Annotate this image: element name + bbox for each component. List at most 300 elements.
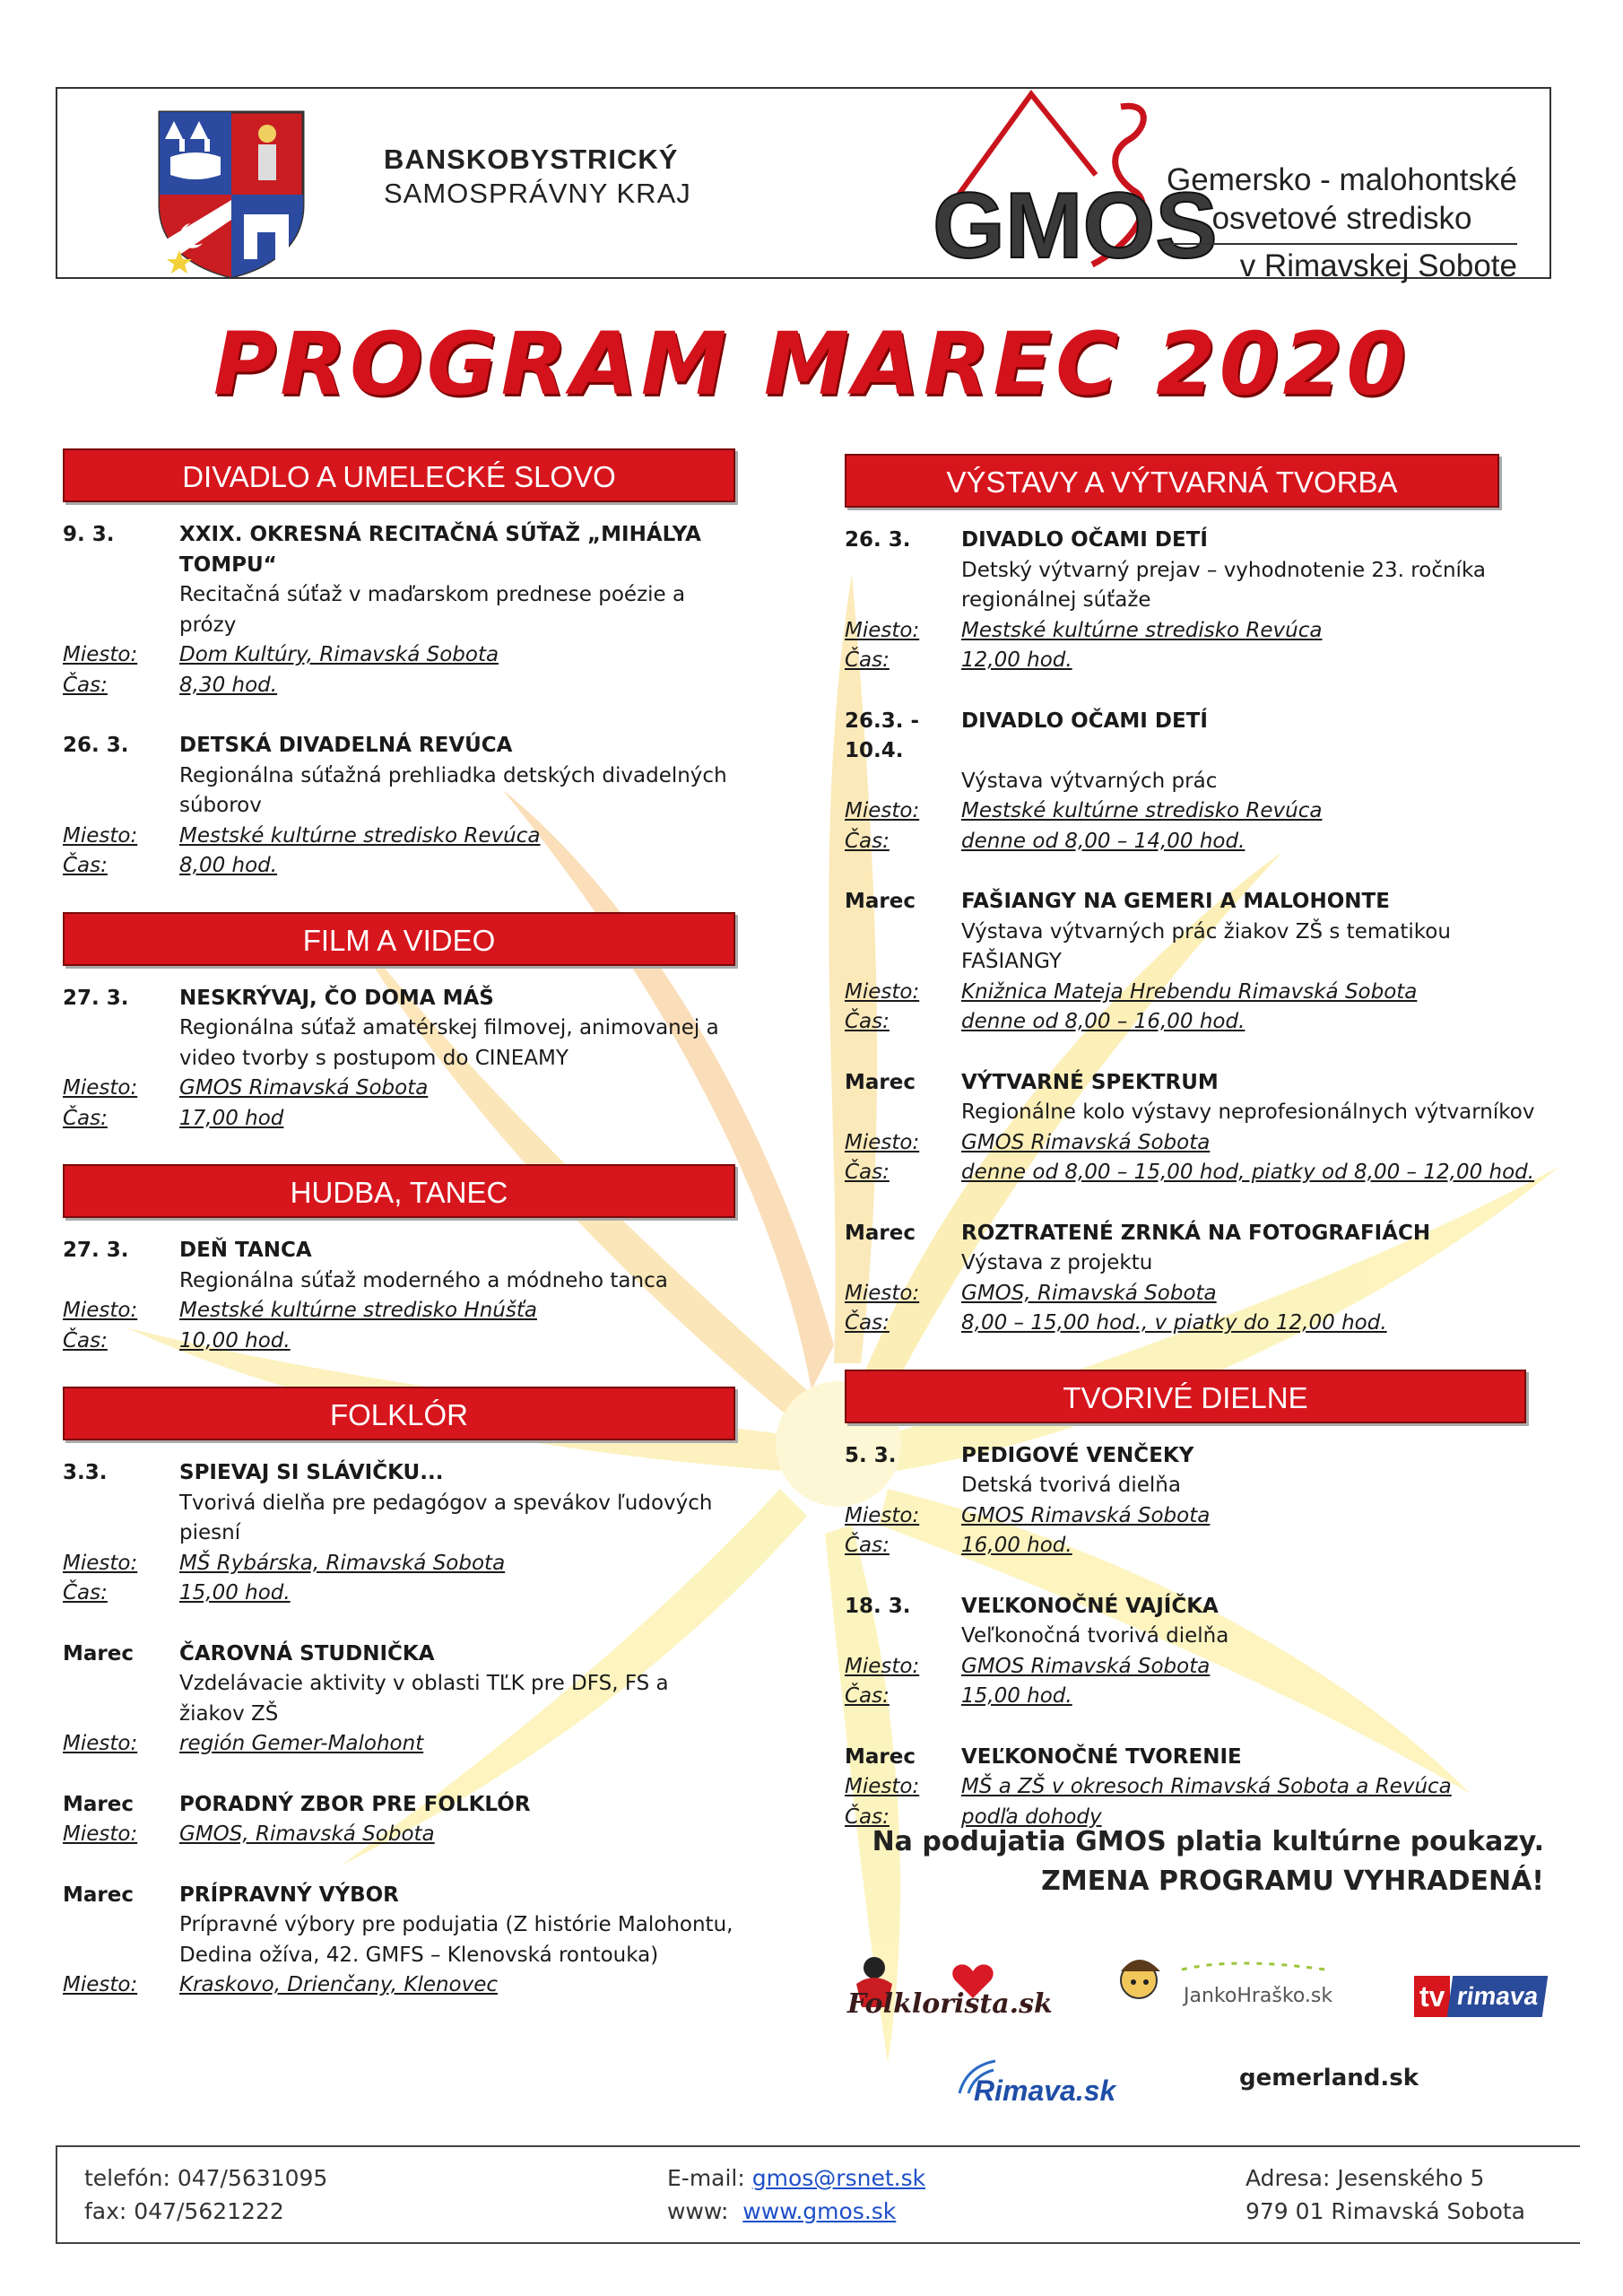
head-row [845,526,1544,556]
place-label [845,1501,961,1532]
event-title: SPIEVAJ SI SLÁVIČKU... [179,1461,444,1484]
event-item [63,731,735,882]
jankohrasko-text: JankoHraško.sk [1184,1985,1333,2007]
event-place [961,1279,1544,1309]
event-time-text: 15,00 hod. [961,1684,1072,1708]
rimava-sk-logo[interactable] [950,2054,1130,2108]
event-item [845,1219,1544,1339]
event-title: DEŇ TANCA [179,1239,312,1262]
event-description: Regionálne kolo výstavy neprofesionálnych výtvarníkov [961,1100,1535,1124]
place-label [845,1128,961,1159]
time-label-text: Čas: [63,1581,108,1605]
desc-row [845,1471,1544,1501]
event-item [63,1458,735,1609]
place-label-text: Miesto: [845,799,920,822]
event-place-text: Mestské kultúrne stredisko Hnúšťa [179,1299,537,1322]
desc-row [845,556,1544,616]
event-date: Marec [845,1744,916,1769]
www-link[interactable]: www.gmos.sk [742,2198,897,2224]
desc-row [63,1266,735,1297]
event-date: 26. 3. [845,528,911,552]
loc-row [845,796,1544,827]
time-label-text: Čas: [845,1010,890,1033]
event-desc-spacer [845,556,961,616]
region-line2: SAMOSPRÁVNY KRAJ [384,178,691,209]
place-label [63,822,179,852]
head-row [63,1881,735,1911]
footer-online [667,2161,925,2228]
event-place-text: Mestské kultúrne stredisko Revúca [961,799,1323,822]
event-time [961,646,1544,676]
event-date: 9. 3. [63,523,115,546]
event-title: ROZTRATENÉ ZRNKÁ NA FOTOGRAFIÁCH [961,1221,1431,1245]
event-description: Regionálna súťaž moderného a módneho tanca [179,1268,668,1292]
loc-row [63,1296,735,1326]
tm-row [845,646,1544,676]
head-row [63,731,735,761]
event-time [179,1104,735,1135]
event-time [179,671,735,701]
head-row [63,520,735,580]
event-desc-spacer [845,767,961,797]
time-label [845,1309,961,1339]
event-item [63,1881,735,2001]
place-label [845,1652,961,1683]
event-place-text: Kraskovo, Drienčany, Klenovec [179,1973,499,1996]
event-desc-spacer [845,1622,961,1652]
event-place-text: Knižnica Mateja Hrebendu Rimavská Sobota [961,979,1418,1004]
event-time [961,1682,1544,1712]
event-description: Tvorivá dielňa pre pedagógov a spevákov ľudových piesní [179,1491,713,1544]
place-label-text: Miesto: [63,1732,138,1755]
desc-row [63,580,735,640]
event-description: Výstava výtvarných prác [961,769,1218,793]
gmos-letters: GMOS [933,174,1218,278]
folklorista-text: Folklorista.sk [847,1988,1053,2020]
header-box [56,87,1551,283]
tm-row [63,1104,735,1135]
event-desc-spacer [63,761,179,822]
event-place-text: Dom Kultúry, Rimavská Sobota [179,643,499,666]
region-name [384,143,691,211]
event-description: Výstava z projektu [961,1251,1153,1274]
place-label [63,640,179,671]
place-label-text: Miesto: [63,1973,138,1996]
www-label: www: [667,2198,743,2224]
event-date: 26.3. - 10.4. [845,709,920,762]
head-row [845,1743,1544,1773]
tm-row [63,1578,735,1609]
section-heading: VÝSTAVY A VÝTVARNÁ TVORBA [845,454,1499,508]
time-label-text: Čas: [845,1311,890,1335]
place-label-text: Miesto: [63,1299,138,1322]
event-description: Detský výtvarný prejav – vyhodnotenie 23. ročníka regionálnej súťaže [961,558,1486,612]
event-time-text: 15,00 hod. [179,1581,291,1605]
loc-row [845,1652,1544,1683]
event-time-text: 8,00 – 15,00 hod., v piatky do 12,00 hod. [961,1311,1387,1335]
event-desc-spacer [63,1669,179,1729]
event-item [845,1592,1544,1712]
event-desc-spacer [63,580,179,640]
tm-row [845,1007,1544,1038]
footer-phone: telefón: 047/5631095 [84,2165,328,2191]
event-place [179,822,735,852]
section-folklor [63,1387,735,2001]
org-line1: Gemersko - malohontské [1167,162,1517,197]
loc-row [845,1772,1544,1803]
footer-address [1245,2161,1525,2228]
time-label [845,1531,961,1561]
place-label [845,978,961,1008]
loc-row [845,1279,1544,1309]
event-title: VEĽKONOČNÉ VAJÍČKA [961,1594,1219,1618]
event-place-text: GMOS Rimavská Sobota [179,1076,429,1100]
address-line1: Adresa: Jesenského 5 [1245,2165,1485,2191]
time-label-text: Čas: [845,1161,890,1184]
desc-row [845,918,1544,978]
event-place [961,1501,1544,1532]
event-title: DETSKÁ DIVADELNÁ REVÚCA [179,734,513,757]
event-item [845,526,1544,676]
desc-row [63,1669,735,1729]
event-date: 27. 3. [63,1239,129,1262]
place-label-text: Miesto: [845,1281,920,1305]
head-row [845,1441,1544,1472]
place-label-text: Miesto: [845,618,920,642]
event-item [63,1790,735,1850]
event-item [63,1639,735,1760]
coat-of-arms-icon [154,107,308,279]
event-time-text: podľa dohody [961,1805,1102,1829]
time-label [63,671,179,701]
tv-name: rimava [1447,1976,1549,2017]
place-label [63,1296,179,1326]
loc-row [845,616,1544,647]
event-desc-spacer [63,1013,179,1074]
event-place-text: GMOS, Rimavská Sobota [961,1281,1217,1305]
desc-row [63,1013,735,1074]
event-place-text: Mestské kultúrne stredisko Revúca [179,823,541,848]
time-label-text: Čas: [845,1534,890,1557]
place-label [845,616,961,647]
region-line1: BANSKOBYSTRICKÝ [384,144,679,175]
head-row [63,1236,735,1266]
event-time-text: 8,30 hod. [179,673,278,697]
event-place [961,978,1544,1008]
place-label-text: Miesto: [63,1076,138,1100]
event-time-text: 17,00 hod [179,1106,284,1130]
tm-row [845,827,1544,857]
desc-row [845,767,1544,797]
event-time [179,851,735,882]
event-time-text: 8,00 hod. [179,854,278,877]
event-time [961,1158,1544,1188]
event-item [845,1068,1544,1188]
event-title: DIVADLO OČAMI DETÍ [961,528,1208,552]
event-date: 18. 3. [845,1594,911,1618]
time-label [845,1682,961,1712]
tv-prefix: tv [1414,1976,1450,2017]
section-hudba [63,1164,735,1356]
head-row [63,1639,735,1670]
event-place [179,640,735,671]
event-place [961,1772,1544,1803]
event-title: FAŠIANGY NA GEMERI A MALOHONTE [961,890,1390,913]
section-heading: FILM A VIDEO [63,912,735,966]
event-time-text: denne od 8,00 – 15,00 hod, piatky od 8,00 – 12,00 hod. [961,1161,1535,1184]
notice-line2: ZMENA PROGRAMU VYHRADENÁ! [1041,1866,1544,1897]
footer [56,2145,1580,2244]
place-label-text: Miesto: [845,1503,920,1527]
place-label-text: Miesto: [63,1822,138,1846]
time-label-text: Čas: [845,829,890,853]
time-label [845,827,961,857]
email-label: E-mail: [667,2165,752,2191]
event-place [961,796,1544,827]
place-label-text: Miesto: [63,1551,138,1575]
event-date: Marec [63,1641,134,1665]
event-desc-spacer [845,1248,961,1279]
event-desc-spacer [845,1471,961,1501]
event-date: Marec [845,1221,916,1245]
event-time-text: 16,00 hod. [961,1534,1072,1557]
left-column [63,448,735,2031]
event-time-text: denne od 8,00 – 14,00 hod. [961,829,1245,853]
event-description: Recitačná súťaž v maďarskom prednese poézie a prózy [179,583,686,637]
event-title: PRÍPRAVNÝ VÝBOR [179,1883,399,1907]
page-title: PROGRAM MAREC 2020 [213,314,1410,414]
place-label [845,796,961,827]
time-label [63,1104,179,1135]
notice [872,1822,1544,1901]
event-place-text: GMOS Rimavská Sobota [961,1130,1211,1154]
tm-row [845,1531,1544,1561]
time-label [845,1158,961,1188]
place-label [63,1074,179,1104]
head-row [845,1219,1544,1249]
footer-fax: fax: 047/5621222 [84,2198,284,2224]
event-place-text: GMOS Rimavská Sobota [961,1654,1211,1678]
event-place-text: MŠ Rybárska, Rimavská Sobota [179,1551,506,1575]
event-time-text: 10,00 hod. [179,1328,291,1352]
desc-row [63,1910,735,1970]
place-label [63,1820,179,1850]
event-desc-spacer [63,1910,179,1970]
place-label [63,1970,179,2001]
time-label [63,1326,179,1357]
event-date: 3.3. [63,1461,108,1484]
head-row [845,707,1544,767]
event-date: Marec [845,890,916,913]
event-time [179,1578,735,1609]
event-date: 27. 3. [63,986,129,1010]
event-place-text: GMOS, Rimavská Sobota [179,1822,435,1846]
section-divadlo [63,448,735,882]
event-place [179,1296,735,1326]
notice-line1: Na podujatia GMOS platia kultúrne poukazy. [872,1826,1544,1857]
time-label-text: Čas: [63,1106,108,1130]
event-desc-spacer [63,1489,179,1549]
tm-row [845,1309,1544,1339]
event-title: DIVADLO OČAMI DETÍ [961,709,1208,733]
time-label [845,1007,961,1038]
event-place [179,1549,735,1579]
event-item [845,1441,1544,1561]
event-title: PORADNÝ ZBOR PRE FOLKLÓR [179,1792,531,1816]
event-item [63,1236,735,1356]
org-name [1167,161,1517,285]
event-time [961,1531,1544,1561]
event-description: Detská tvorivá dielňa [961,1474,1181,1497]
event-list [845,508,1544,1339]
event-place-text: región Gemer-Malohont [179,1732,424,1755]
loc-row [63,640,735,671]
tm-row [845,1682,1544,1712]
org-line2: osvetové stredisko [1211,201,1472,236]
place-label [63,1729,179,1760]
footer-contacts [84,2161,327,2228]
desc-row [63,1489,735,1549]
event-place [179,1820,735,1850]
place-label [845,1279,961,1309]
section-heading: TVORIVÉ DIELNE [845,1370,1526,1423]
place-label [63,1549,179,1579]
loc-row [63,822,735,852]
loc-row [63,1729,735,1760]
gemerland-logo[interactable]: gemerland.sk [1239,2065,1419,2092]
event-time [961,1007,1544,1038]
head-row [845,1068,1544,1099]
event-title: VÝTVARNÉ SPEKTRUM [961,1070,1219,1094]
tm-row [63,1326,735,1357]
section-vystavy [845,454,1544,1339]
time-label [63,1578,179,1609]
email-link[interactable]: gmos@rsnet.sk [751,2165,926,2191]
place-label-text: Miesto: [63,823,138,848]
event-time [961,1309,1544,1339]
desc-row [845,1622,1544,1652]
event-time [179,1326,735,1357]
loc-row [845,978,1544,1008]
event-item [63,984,735,1135]
event-date: Marec [845,1070,916,1094]
right-column [845,454,1544,1863]
tm-row [63,671,735,701]
place-label-text: Miesto: [845,1130,920,1154]
event-place [179,1729,735,1760]
event-time-text: 12,00 hod. [961,648,1072,672]
desc-row [845,1248,1544,1279]
section-film [63,912,735,1135]
address-line2: 979 01 Rimavská Sobota [1245,2198,1525,2224]
desc-row [63,761,735,822]
tm-row [845,1158,1544,1188]
event-place-text: Mestské kultúrne stredisko Revúca [961,618,1323,642]
head-row [845,887,1544,918]
event-place [961,1652,1544,1683]
event-item [845,707,1544,857]
time-label-text: Čas: [63,673,108,697]
rimava-text: Rimava.sk [974,2074,1116,2107]
event-place-text: GMOS Rimavská Sobota [961,1503,1211,1527]
folklorista-logo[interactable] [838,1948,1053,2022]
place-label-text: Miesto: [63,643,138,666]
event-description: Regionálna súťaž amatérskej filmovej, animovanej a video tvorby s postupom do CINEAMY [179,1016,719,1070]
event-title: VEĽKONOČNÉ TVORENIE [961,1744,1242,1769]
event-list [63,1218,735,1356]
event-date: 5. 3. [845,1443,897,1467]
desc-row [845,1098,1544,1128]
event-title: XXIX. OKRESNÁ RECITAČNÁ SÚŤAŽ „MIHÁLYA TOMPU“ [179,523,701,577]
event-item [845,1743,1544,1833]
section-heading: DIVADLO A UMELECKÉ SLOVO [63,448,735,502]
section-heading: FOLKLÓR [63,1387,735,1440]
event-date: Marec [63,1883,134,1907]
time-label-text: Čas: [845,648,890,672]
event-description: Výstava výtvarných prác žiakov ZŠ s tematikou FAŠIANGY [961,919,1451,973]
event-title: ČAROVNÁ STUDNIČKA [179,1641,435,1665]
time-label [845,646,961,676]
tm-row [63,851,735,882]
event-description: Veľkonočná tvorivá dielňa [961,1624,1229,1648]
place-label-text: Miesto: [845,1775,920,1798]
event-place [179,1970,735,2001]
event-time-text: denne od 8,00 – 16,00 hod. [961,1010,1245,1033]
head-row [845,1592,1544,1622]
event-desc-spacer [845,918,961,978]
head-row [63,1458,735,1489]
event-description: Vzdelávacie aktivity v oblasti TĽK pre DFS, FS a žiakov ZŠ [179,1672,669,1726]
event-desc-spacer [63,1266,179,1297]
time-label-text: Čas: [845,1805,890,1829]
event-desc-spacer [845,1098,961,1128]
event-description: Prípravné výbory pre podujatia (Z histórie Malohontu, Dedina ožíva, 42. GMFS – Klenovská rontouka) [179,1913,733,1967]
event-list [63,966,735,1135]
head-row [63,1790,735,1821]
place-label-text: Miesto: [845,979,920,1004]
loc-row [63,1970,735,2001]
section-dielne [845,1370,1544,1833]
place-label [845,1772,961,1803]
event-time [961,827,1544,857]
event-place [179,1074,735,1104]
loc-row [63,1549,735,1579]
time-label-text: Čas: [63,854,108,877]
place-label-text: Miesto: [845,1654,920,1678]
head-row [63,984,735,1014]
jankohrasko-logo[interactable] [1110,1952,1334,2014]
event-place [961,1128,1544,1159]
org-line3: v Rimavskej Sobote [1167,243,1517,285]
event-list [63,502,735,882]
time-label-text: Čas: [845,1684,890,1708]
event-description: Regionálna súťažná prehliadka detských divadelných súborov [179,763,727,817]
event-item [63,520,735,700]
time-label-text: Čas: [63,1328,108,1352]
time-label [63,851,179,882]
loc-row [63,1074,735,1104]
loc-row [845,1501,1544,1532]
tvrimava-logo[interactable] [1414,1976,1567,2017]
event-date: Marec [63,1792,134,1816]
event-title: NESKRÝVAJ, ČO DOMA MÁŠ [179,986,494,1010]
event-title: PEDIGOVÉ VENČEKY [961,1443,1194,1467]
loc-row [63,1820,735,1850]
event-place-text: MŠ a ZŠ v okresoch Rimavská Sobota a Revúca [961,1775,1452,1798]
event-list [845,1423,1544,1833]
loc-row [845,1128,1544,1159]
event-list [63,1440,735,2001]
